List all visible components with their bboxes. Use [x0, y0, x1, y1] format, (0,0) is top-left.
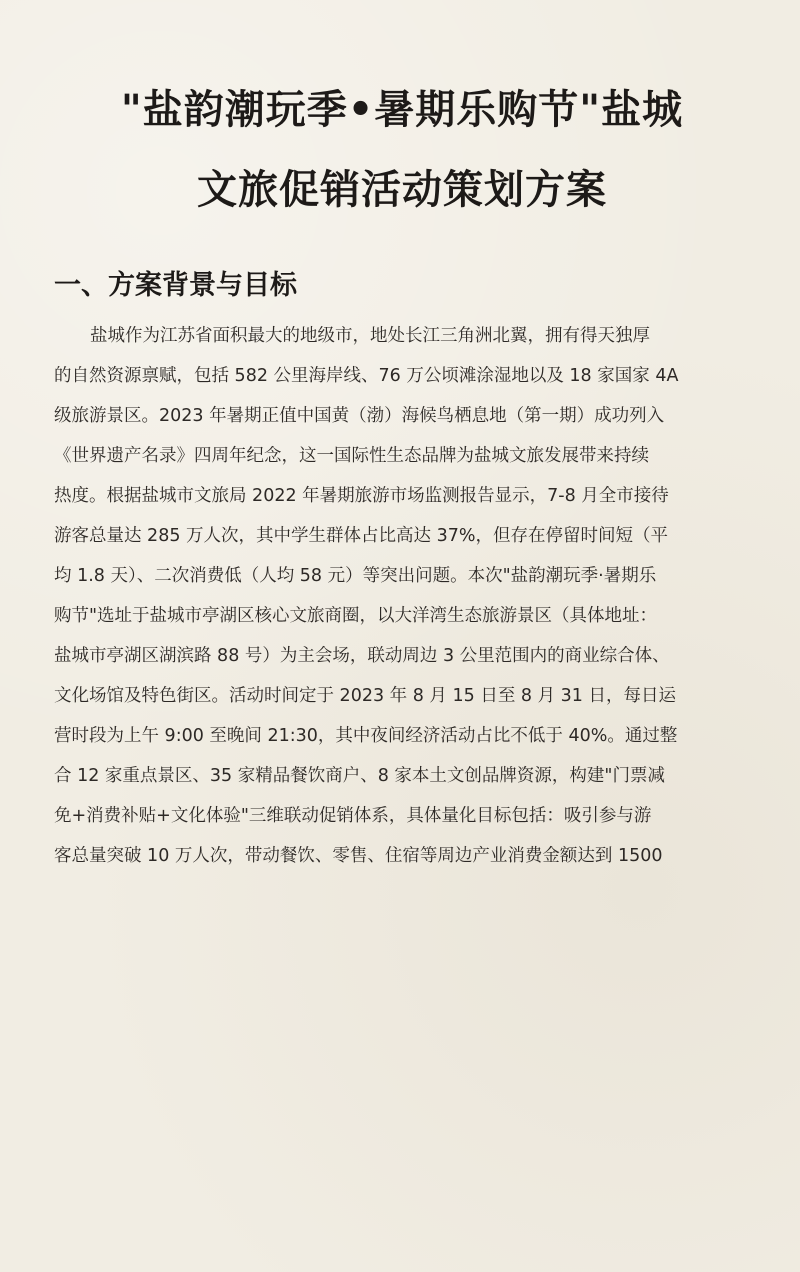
document-title: [54, 70, 750, 230]
document-title-line-2: 文旅促销活动策划方案: [197, 167, 607, 213]
body-line-10: 文化场馆及特色街区。活动时间定于 2023 年 8 月 15 日至 8 月 31 日，每日运: [54, 686, 676, 706]
body-line-3: 级旅游景区。2023 年暑期正值中国黄（渤）海候鸟栖息地（第一期）成功列入: [54, 406, 665, 426]
body-line-6: 游客总量达 285 万人次，其中学生群体占比高达 37%，但存在停留时间短（平: [54, 526, 668, 546]
body-line-12: 合 12 家重点景区、35 家精品餐饮商户、8 家本土文创品牌资源，构建"门票减: [54, 766, 665, 786]
body-line-5: 热度。根据盐城市文旅局 2022 年暑期旅游市场监测报告显示，7-8 月全市接待: [54, 486, 669, 506]
document-title-line-1: "盐韵潮玩季•暑期乐购节"盐城: [120, 87, 684, 133]
body-line-2: 的自然资源禀赋，包括 582 公里海岸线、76 万公顷滩涂湿地以及 18 家国家 4A: [54, 366, 679, 386]
section-heading-background-goals: 一、方案背景与目标: [54, 270, 297, 301]
body-line-8: 购节"选址于盐城市亭湖区核心文旅商圈，以大洋湾生态旅游景区（具体地址：: [54, 606, 658, 626]
body-line-4: 《世界遗产名录》四周年纪念，这一国际性生态品牌为盐城文旅发展带来持续: [54, 446, 649, 466]
body-line-7: 均 1.8 天）、二次消费低（人均 58 元）等突出问题。本次"盐韵潮玩季·暑期乐: [54, 566, 657, 586]
body-line-11: 营时段为上午 9:00 至晚间 21:30，其中夜间经济活动占比不低于 40%。通过整: [54, 726, 678, 746]
section-body: [54, 316, 750, 876]
body-line-1: 盐城作为江苏省面积最大的地级市，地处长江三角洲北翼，拥有得天独厚: [90, 326, 650, 346]
body-line-14: 客总量突破 10 万人次，带动餐饮、零售、住宿等周边产业消费金额达到 1500: [54, 846, 663, 866]
body-line-13: 免+消费补贴+文化体验"三维联动促销体系，具体量化目标包括：吸引参与游: [54, 806, 652, 826]
body-line-9: 盐城市亭湖区湖滨路 88 号）为主会场，联动周边 3 公里范围内的商业综合体、: [54, 646, 670, 666]
